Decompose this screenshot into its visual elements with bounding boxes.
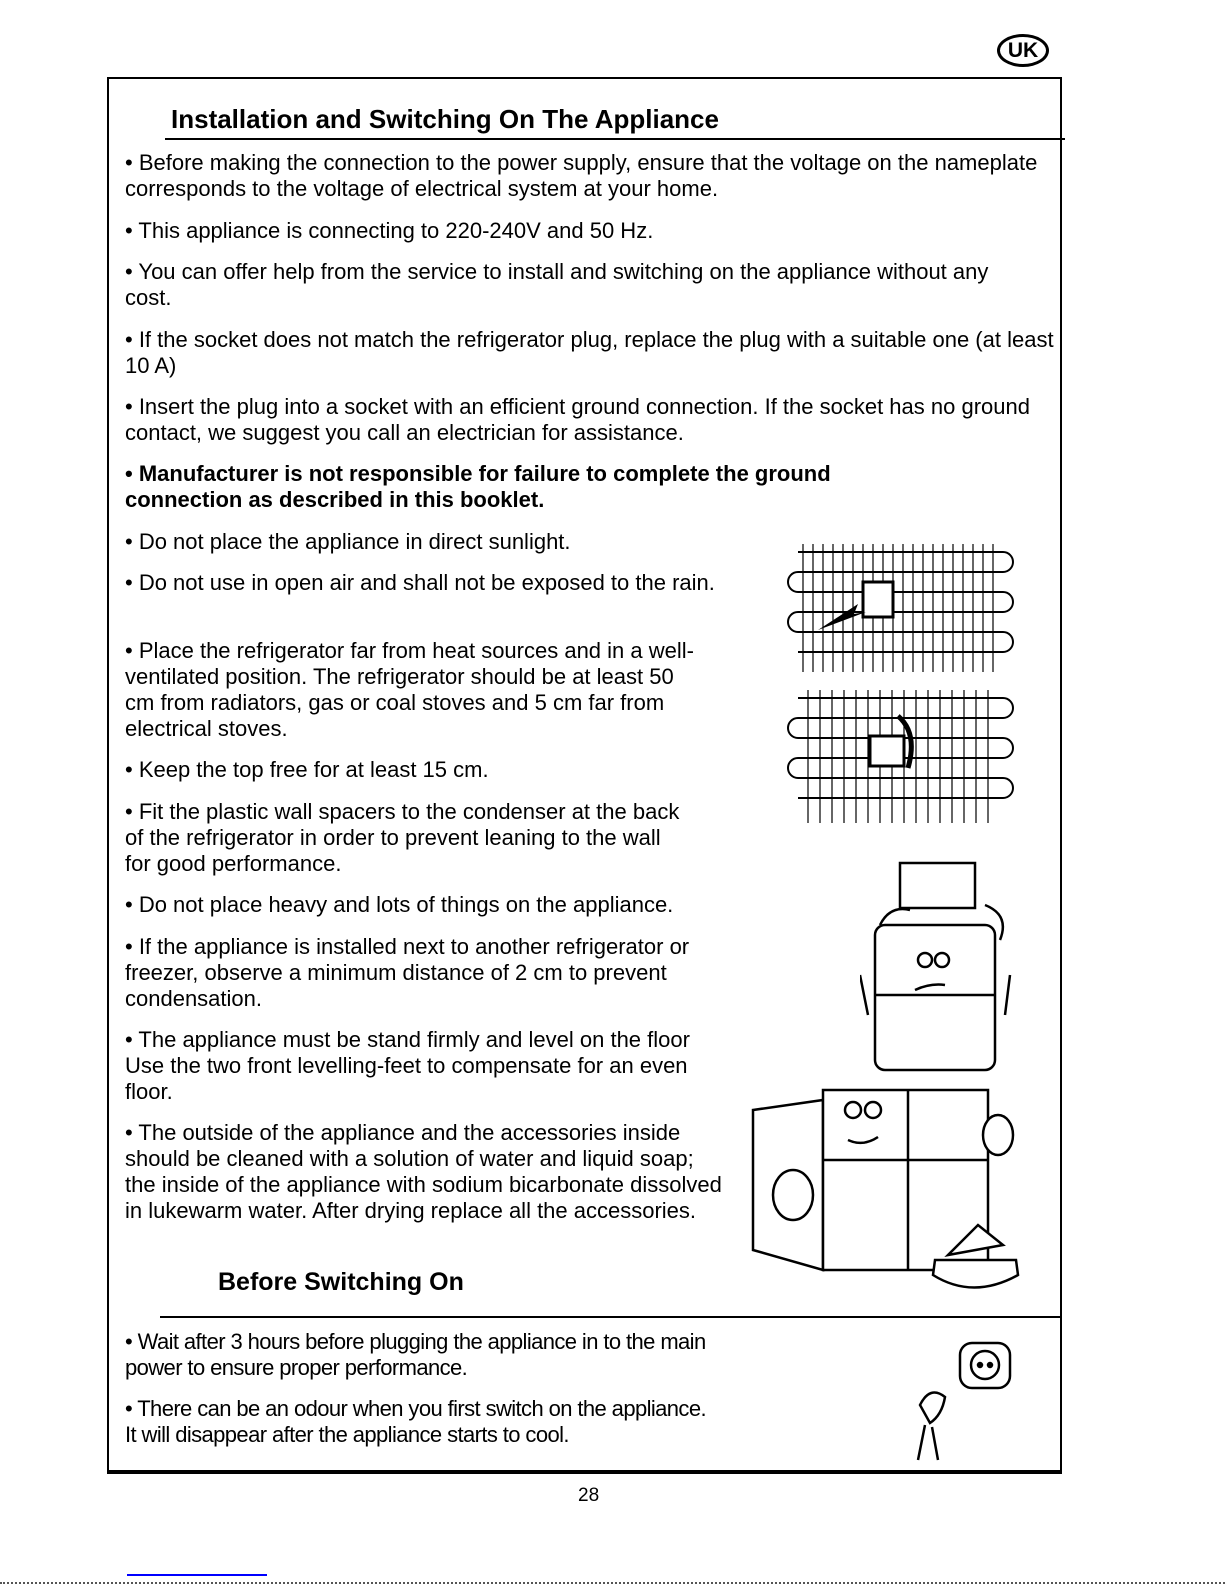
- paragraph-distance: • If the appliance is installed next to another refrigerator or freezer, observe a minimum distance of 2 cm to prevent condensation.: [125, 934, 690, 1011]
- footer-link-underline: [127, 1574, 267, 1576]
- paragraph-heavy-things: • Do not place heavy and lots of things on the appliance.: [125, 892, 674, 917]
- condenser-spacer-fitted-illustration: [778, 688, 1023, 828]
- paragraph-voltage: • This appliance is connecting to 220-240V and 50 Hz.: [125, 218, 654, 243]
- heading-rule: [165, 138, 1065, 140]
- paragraph-heat-sources: • Place the refrigerator far from heat sources and in a well-ventilated position. The refrigerator should be at least 50 cm from radiators, gas or coal stoves and 5 cm far from electrical stoves.: [125, 638, 694, 741]
- paragraph-sunlight: • Do not place the appliance in direct sunlight.: [125, 529, 571, 554]
- paragraph-level: • The appliance must be stand firmly and level on the floor Use the two front levelling-feet to compensate for an even floor.: [125, 1027, 690, 1104]
- condenser-spacer-illustration: [778, 542, 1023, 677]
- paragraph-ground: • Insert the plug into a socket with an efficient ground connection. If the socket has no ground contact, we suggest you call an electrician for assistance.: [125, 394, 1030, 445]
- section-heading: Installation and Switching On The Appliance: [171, 104, 719, 134]
- page-number: 28: [578, 1485, 600, 1506]
- paragraph-open-air: • Do not use in open air and shall not be exposed to the rain.: [125, 570, 715, 595]
- paragraph-manufacturer-warning: • Manufacturer is not responsible for failure to complete the ground connection as described in this booklet.: [125, 461, 831, 512]
- paragraph-cleaning: • The outside of the appliance and the accessories inside should be cleaned with a solution of water and liquid soap; the inside of the appliance with sodium bicarbonate dissolved in lukewarm water. After drying replace all the accessories.: [125, 1120, 722, 1223]
- paragraph-odour: • There can be an odour when you first switch on the appliance. It will disappear after the appliance starts to cool.: [125, 1396, 706, 1447]
- fridge-cartoon-cleaning-illustration: [748, 1085, 1033, 1300]
- fridge-cartoon-heavy-load-illustration: [860, 855, 1035, 1075]
- paragraph-plug: • If the socket does not match the refrigerator plug, replace the plug with a suitable one (at least 10 A): [125, 327, 1054, 378]
- paragraph-spacers: • Fit the plastic wall spacers to the condenser at the back of the refrigerator in order to prevent leaning to the wall for good performance.: [125, 799, 680, 876]
- paragraph-service: • You can offer help from the service to install and switching on the appliance without any cost.: [125, 259, 989, 310]
- subheading-before-switching-on: Before Switching On: [218, 1268, 464, 1296]
- page-edge-dashes: [0, 1582, 1225, 1584]
- paragraph-voltage-check: • Before making the connection to the power supply, ensure that the voltage on the nameplate corresponds to the voltage of electrical system at your home.: [125, 150, 1038, 201]
- subheading-rule: [160, 1316, 1062, 1318]
- uk-language-badge: UK: [997, 34, 1049, 67]
- paragraph-top-free: • Keep the top free for at least 15 cm.: [125, 757, 489, 782]
- paragraph-wait: • Wait after 3 hours before plugging the appliance in to the main power to ensure proper performance.: [125, 1329, 706, 1380]
- plug-socket-illustration: [900, 1335, 1035, 1465]
